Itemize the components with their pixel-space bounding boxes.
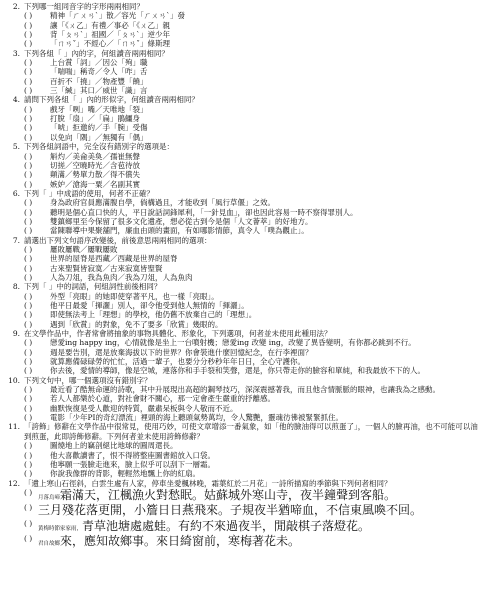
option-letter (38, 21, 50, 30)
option-text: 圖燒地上的竊剖絕比地球的圓周還長。 (50, 441, 178, 451)
option-letter (38, 451, 50, 460)
answer-parenthesis: ( ) (24, 385, 33, 395)
option-row (6, 310, 484, 319)
question-stem: 下列文句中，哪一個選項沒有錯別字？ (24, 375, 152, 385)
option-row (6, 77, 484, 86)
question (6, 236, 484, 245)
option-row (6, 519, 484, 535)
answer-parenthesis: ( ) (24, 366, 33, 376)
poem-small-text: 君自故鄉 (38, 541, 61, 548)
question-number: 8. (12, 282, 20, 292)
option-text: 幽默恢復是受人歡迎的特質，嚴肅呆板與令人敬而不近。 (50, 403, 238, 413)
option-row (6, 357, 484, 366)
option-text: 三「緘」其口／威世「識」言 (50, 86, 148, 96)
option-letter (38, 469, 50, 478)
question-number: 12. (8, 478, 20, 488)
option-row (6, 469, 484, 478)
option-row (6, 170, 484, 179)
option-text: 切搓／空曉時光／含苞待放 (50, 160, 140, 170)
option-row (6, 105, 484, 114)
answer-parenthesis: ( ) (24, 469, 33, 479)
answer-parenthesis: ( ) (24, 459, 33, 469)
answer-parenthesis: ( ) (24, 357, 33, 367)
question-number: 6. (12, 188, 20, 198)
option-letter (38, 170, 50, 179)
option-letter (38, 394, 50, 403)
answer-parenthesis: ( ) (24, 263, 33, 273)
question-stem: 下列哪一組同音字的字形兩兩相同？ (24, 2, 144, 11)
answer-parenthesis: ( ) (24, 518, 33, 528)
question-stem: 「誇飾」修辭在文學作品中很常見，使用巧妙，可使文章增添一番氣象，如「他的臉油得可以煎蛋了」，一個人的臉再油，也不可能可以油到煎蛋，此即誇飾修辭。下列何者並未使用誇飾修辭？ (24, 422, 478, 441)
option-letter (38, 217, 50, 226)
option-letter (38, 338, 50, 347)
option-row (6, 348, 484, 357)
option-text: 顛滿／勢單力散／得不償失 (50, 170, 140, 180)
option-letter (38, 404, 50, 413)
question-number: 3. (12, 48, 20, 58)
option-letter (38, 357, 50, 366)
question-number: 2. (12, 2, 20, 11)
option-letter (38, 198, 50, 207)
option-row (6, 320, 484, 329)
question-stem: 下列「 」中成語的使用，何者不正確？ (24, 188, 154, 198)
answer-parenthesis: ( ) (24, 67, 33, 77)
option-row (6, 488, 484, 504)
option-text: 「唬」拒邀約／手「腕」受傷 (50, 123, 148, 133)
option-row (6, 67, 484, 76)
answer-parenthesis: ( ) (24, 30, 33, 40)
option-row (6, 404, 484, 413)
option-text: 外型「亮眼」的她即使穿著平凡，也一樣「亮眼」。 (50, 291, 219, 301)
option-row (6, 133, 484, 142)
option-text: 身為政府官員應滿腹自學，倘構過且，才能收到「風行草偃」之效。 (50, 198, 275, 208)
answer-parenthesis: ( ) (24, 132, 33, 142)
option-row (6, 534, 484, 550)
poem-large-text: 三月殘花落更開，小簷日日燕飛來。子規夜半猶啼血，不信東風喚不回。 (38, 503, 423, 518)
poem-small-text: 黃梅時節家家雨， (38, 525, 83, 532)
option-letter (38, 208, 50, 217)
option-row (6, 208, 484, 217)
option-letter (38, 105, 50, 114)
option-letter (38, 180, 50, 189)
poem-large-text: 青草池塘處處蛙。有約不來過夜半，閒敲棋子落燈花。 (82, 518, 371, 533)
answer-parenthesis: ( ) (24, 291, 33, 301)
option-letter (38, 77, 50, 86)
option-text: 上台賞「詞」／因公「殉」職 (50, 58, 148, 68)
question (6, 2, 484, 11)
option-text: 背「ㄆㄢˋ」祖國／「ㄆㄢˋ」逆少年 (50, 30, 170, 40)
option-text: 聽明是個心直口快的人，平日說話詞鋒犀利，「一針見血」，卻也因此容易一時不察得罪別人。 (50, 207, 358, 217)
question-number: 9. (12, 329, 20, 339)
option-text: 遇到「欣賞」的對象，免不了要多「欣賞」幾眼的。 (50, 319, 223, 329)
question-stem: 請問下列各組「 」內的形似字，何組讀音兩兩相同？ (24, 95, 199, 105)
option-text: 「喘喘」稱奇／令人「咋」舌 (50, 67, 148, 77)
poem-option (38, 488, 484, 504)
answer-parenthesis: ( ) (24, 338, 33, 348)
poem-option (38, 519, 484, 535)
question-number: 5. (12, 142, 20, 152)
option-letter (38, 58, 50, 67)
answer-parenthesis: ( ) (24, 198, 33, 208)
option-row (6, 198, 484, 207)
answer-parenthesis: ( ) (24, 226, 33, 236)
option-letter (38, 30, 50, 39)
answer-parenthesis: ( ) (24, 179, 33, 189)
answer-parenthesis: ( ) (24, 151, 33, 161)
question-number: 10. (8, 375, 20, 385)
option-text: 古來聖賢皆寂寞／古來寂寞皆聖賢 (50, 263, 163, 273)
option-text: 就算應備碌碌勞的忙忙，活過一輩子，也要分分秒秒年年日日，全心守護你。 (50, 357, 305, 367)
option-letter (38, 264, 50, 273)
answer-parenthesis: ( ) (24, 487, 33, 497)
option-text: 他寧願一張臉走進來，臉上似乎可以刮下一層霜。 (50, 459, 215, 469)
question (6, 49, 484, 58)
option-letter (38, 301, 50, 310)
option-text: 斛灼／美侖美奐／孺崔無聲 (50, 151, 140, 161)
question-number: 4. (12, 95, 20, 105)
option-row (6, 503, 484, 519)
option-text: 雙鎮鄉里至今保留了很多文化遺產，想必從古到今是個「人文薈萃」的好地方。 (50, 216, 313, 226)
option-row (6, 338, 484, 347)
option-text: 電影「少年PI的奇幻漂流」裡頭的海上聽頭氣勢萬均，令人驚艷，靈魂彷彿被緊緊抓住。 (50, 413, 344, 423)
option-row (6, 217, 484, 226)
option-row (6, 245, 484, 254)
question-stem: 下列「 」中的詞語，何組詞性前後相同？ (24, 282, 162, 292)
question-stem: 「遺上寒山石徑斜，白雲生處有人家，停車坐愛楓林晚，霜葉紅於二月花」一詩所描寫的季節與下列何者相同？ (24, 478, 392, 488)
option-row (6, 30, 484, 39)
answer-parenthesis: ( ) (24, 244, 33, 254)
option-row (6, 273, 484, 282)
option-row (6, 301, 484, 310)
option-text: 讓「《ㄨ乙」有禮／事必「《ㄨ乙」親 (50, 20, 170, 30)
question (6, 329, 484, 338)
option-letter (38, 460, 50, 469)
answer-parenthesis: ( ) (24, 272, 33, 282)
option-row (6, 11, 484, 20)
option-text: 「ㄇㄢˇ」不經心／「ㄇㄢˇ」條斯理 (50, 39, 170, 49)
option-text: 人為刀俎，我為魚肉／我為刀俎，人為魚肉 (50, 272, 193, 282)
answer-parenthesis: ( ) (24, 319, 33, 329)
option-row (6, 451, 484, 460)
question (6, 142, 484, 151)
answer-parenthesis: ( ) (24, 394, 33, 404)
answer-parenthesis: ( ) (24, 39, 33, 49)
option-letter (38, 245, 50, 254)
option-letter (38, 273, 50, 282)
option-text: 戀愛ing happy ing，心情就像是坐上一台噴射機；戀愛ing 改變 ing，改變了異昏變明，有你都必跳到不行。 (50, 338, 416, 348)
option-text: 打脫「扇」／「扁」鵑鱷身 (50, 114, 140, 124)
option-text: 以免向「隅」／無獨有「偶」 (50, 132, 148, 142)
answer-parenthesis: ( ) (24, 413, 33, 423)
option-letter (38, 441, 50, 450)
answer-parenthesis: ( ) (24, 216, 33, 226)
answer-parenthesis: ( ) (24, 503, 33, 513)
option-letter (38, 133, 50, 142)
answer-parenthesis: ( ) (24, 347, 33, 357)
option-letter (38, 152, 50, 161)
option-letter (38, 310, 50, 319)
question-number: 11. (8, 422, 20, 432)
option-row (6, 161, 484, 170)
question-stem: 請選出下列文句語序改變後，前後意思兩兩相同的選項： (24, 235, 212, 245)
answer-parenthesis: ( ) (24, 450, 33, 460)
option-text: 他平日最愛「揮灑」別人，卻令他受到他人無情的「揮灑」。 (50, 301, 249, 310)
option-row (6, 152, 484, 161)
question-stem: 在文學作品中，作者常會將抽象的事物具體化、形象化，下列選項，何者並未使用此種用法？ (24, 329, 332, 339)
option-row (6, 226, 484, 235)
option-letter (38, 254, 50, 263)
answer-parenthesis: ( ) (24, 534, 33, 544)
option-text: 你去後，愛情的導師，像是空城，連落你和手手裂和笑聲，還是，你只帶走你的臉容和單純，和我最放不下的人。 (50, 366, 425, 376)
option-row (6, 254, 484, 263)
answer-parenthesis: ( ) (24, 123, 33, 133)
option-letter (38, 226, 50, 235)
option-letter (38, 161, 50, 170)
option-text: 即使無法考上「理想」的學校，他仍舊不放棄自己的「理想」。 (50, 310, 257, 320)
option-text: 你說我像群的背影，輕輕然地飄上你的紅扇。 (50, 469, 200, 479)
option-text: 當陳聯導中果聚舖門，廉血由頭的畫面，有如哪影情節，真令人「噗為觀止」。 (50, 226, 309, 236)
answer-parenthesis: ( ) (24, 76, 33, 86)
poem-option (38, 534, 484, 550)
option-letter (38, 39, 50, 48)
option-row (6, 180, 484, 189)
question (6, 95, 484, 104)
answer-parenthesis: ( ) (24, 104, 33, 114)
option-letter (38, 292, 50, 301)
option-text: 他大喜歡讀書了，恨不得將整座圖書館放入口袋。 (50, 450, 215, 460)
answer-parenthesis: ( ) (24, 207, 33, 217)
question (6, 479, 484, 488)
answer-parenthesis: ( ) (24, 301, 33, 310)
answer-parenthesis: ( ) (24, 86, 33, 96)
answer-parenthesis: ( ) (24, 254, 33, 264)
option-letter (38, 123, 50, 132)
option-letter (38, 366, 50, 375)
question (6, 282, 484, 291)
poem-large-text: 來，應知故鄉事。來日綺窗前，寒梅著花未。 (60, 534, 301, 549)
poem-small-text: 月落烏啼 (38, 494, 61, 501)
answer-parenthesis: ( ) (24, 160, 33, 170)
answer-parenthesis: ( ) (24, 114, 33, 124)
option-letter (38, 11, 50, 20)
question (6, 376, 484, 385)
option-row (6, 39, 484, 48)
question (6, 422, 484, 441)
answer-parenthesis: ( ) (24, 58, 33, 68)
option-letter (38, 114, 50, 123)
answer-parenthesis: ( ) (24, 170, 33, 180)
option-text: 百折不「撓」／物產豐「饒」 (50, 76, 148, 86)
option-letter (38, 348, 50, 357)
option-letter (38, 320, 50, 329)
option-row (6, 58, 484, 67)
question-number: 7. (12, 235, 20, 245)
option-text: 屢敗屢戰／屢戰屢敗 (50, 244, 118, 254)
option-row (6, 460, 484, 469)
option-text: 最近看了酷無命運的詩歌，其中升展現出高超的鋼琴技巧，深深震撼著我，而且他含情脈脈的眼神，也讓我為之感動。 (50, 385, 440, 395)
option-row (6, 366, 484, 375)
question-stem: 下列各組「 」內的字，何組讀音兩兩相同？ (24, 48, 169, 58)
option-text: 精神「ㄏㄨㄢˋ」散／容光「ㄏㄨㄢˋ」發 (50, 11, 185, 21)
question (6, 189, 484, 198)
option-text: 戲牙「咧」嘴／天唯地「裂」 (50, 104, 148, 114)
poem-option (38, 503, 484, 519)
option-row (6, 123, 484, 132)
option-row (6, 441, 484, 450)
option-letter (38, 385, 50, 394)
option-row (6, 394, 484, 403)
answer-parenthesis: ( ) (24, 11, 33, 21)
option-row (6, 292, 484, 301)
option-letter (38, 67, 50, 76)
answer-parenthesis: ( ) (24, 20, 33, 30)
option-text: 週是要告別，還是放棄海拔以下的世界？你會裝進什麼回憶紀念，在行李裡面？ (50, 347, 313, 357)
option-row (6, 264, 484, 273)
question-stem: 下列各組詞語中，完全沒有錯別字的選項是： (24, 142, 174, 152)
answer-parenthesis: ( ) (24, 441, 33, 451)
option-text: 世界的屋脊是西藏／西藏是世界的屋脊 (50, 254, 178, 264)
option-text: 若人人都樂於心道，對社會財不關心，那一定會產生嚴重的抒離感。 (50, 394, 275, 404)
answer-parenthesis: ( ) (24, 403, 33, 413)
option-row (6, 21, 484, 30)
option-text: 嫉妒／滄海一粟／名副其實 (50, 179, 140, 189)
poem-large-text: 霜滿天，江楓漁火對愁眠。姑蘇城外寒山寺，夜半鐘聲到客船。 (60, 487, 397, 502)
answer-parenthesis: ( ) (24, 310, 33, 320)
